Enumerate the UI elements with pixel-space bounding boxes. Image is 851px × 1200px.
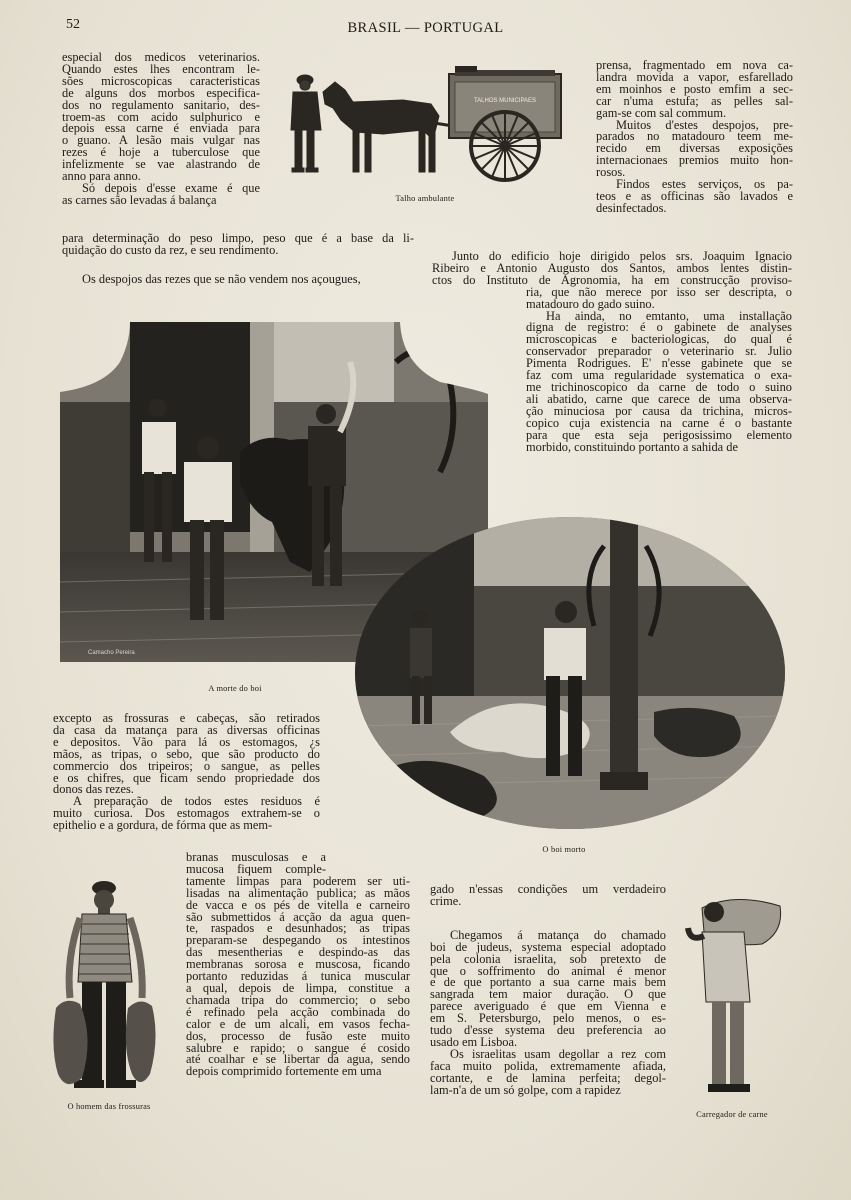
text-line: tamente limpas para poderem ser uti- — [186, 873, 410, 888]
text-line: ctos do Instituto de Agronomia, ha em construcção proviso- — [432, 272, 792, 287]
text-line: mãos, as tripas, o sebo, que são producto do — [53, 746, 320, 761]
page-number: 52 — [66, 17, 80, 32]
text-line: excepto as frossuras e cabeças, são retirados — [53, 711, 320, 725]
text-line: é refinado pela acção combinada do — [186, 1004, 410, 1019]
text-line: usado em Lisboa. — [430, 1034, 518, 1049]
column-1-mid-text — [53, 713, 320, 832]
text-line: Os israelitas usam degollar a rez com — [450, 1046, 666, 1061]
text-line: microscopicas e bacteriologicas, do qual é — [526, 332, 792, 347]
text-line: tudo d'esse systema deu preferencia ao — [430, 1023, 666, 1038]
text-line: te, raspados e desunhados; as tripas — [186, 921, 410, 936]
text-line: e os chifres, que ficam sendo propriedade dos — [53, 770, 320, 785]
text-line: epithelio e a gordura, de fórma que as mem- — [53, 818, 273, 833]
text-line: Chegamos á matança do chamado — [450, 927, 666, 942]
illustration-tripe-man — [52, 878, 162, 1094]
text-line: parados no matadouro teem me- — [596, 129, 793, 144]
text-line: infelizmente se vae alastrando de — [62, 157, 260, 172]
caption-meat-carrier: Carregador de carne — [696, 1110, 768, 1119]
text-line: parece averiguado é que em Vienna e — [430, 999, 666, 1014]
text-line: recido em diversas exposições — [596, 141, 793, 156]
photo-dead-ox — [354, 516, 786, 830]
text-line: sões microscopicas caracteristicas — [62, 73, 260, 88]
text-line: membranas sorosa e muscosa, ficando — [186, 957, 410, 972]
text-line: em moinhos e posto emfim a sec- — [596, 81, 793, 96]
text-line: depois comprimido fortemente em uma — [186, 1064, 382, 1079]
text-line: portanto reduzidas á tunica muscular — [186, 969, 410, 984]
text-line: conservador preparador o veterinario sr. Julio — [526, 344, 792, 359]
text-line: muito curiosa. Dos estomagos extrahem-se o — [53, 806, 320, 821]
text-line: landra movida a vapor, esfarellado — [596, 69, 793, 84]
caption-ox-kill: A morte do boi — [208, 684, 262, 693]
column-2-top-text — [596, 60, 793, 215]
text-line: para que esta seja perigosissimo elemento — [526, 427, 792, 442]
photo-credit: Camacho Pereira — [88, 650, 135, 656]
text-line: morbido, constituindo portanto a sahida de — [526, 439, 738, 454]
illustration-meat-carrier — [684, 892, 788, 1098]
text-line: mucosa fiquem comple- — [186, 861, 326, 876]
text-line: a qual, depois de limpa, constitue a — [186, 980, 410, 995]
text-line: depois essa carne é enviada para — [62, 121, 260, 136]
text-line: desinfectados. — [596, 200, 667, 215]
column-1-top-text-wide — [62, 230, 414, 257]
text-line: troem-as com acido sulphurico e — [62, 109, 260, 124]
text-line: especial dos medicos veterinarios. — [62, 50, 260, 64]
text-line: pela colonia israelita, sob pretexto de — [430, 951, 666, 966]
text-line: Pimenta Rodrigues. E' n'esse gabinete que se — [526, 356, 792, 371]
text-line: faca muito polida, extremamente afiada, — [430, 1058, 666, 1073]
text-line: car n'uma estufa; as pelles sal- — [596, 93, 793, 108]
text-line: copico cuja existencia na carne é o bastante — [526, 415, 792, 430]
text-line: commercio dos tripeiros; o sangue, as pelles — [53, 758, 320, 773]
text-line: rosos. — [596, 165, 626, 180]
text-line: Ha ainda, no emtanto, uma installação — [546, 308, 792, 323]
text-line: A preparação de todos estes residuos é — [73, 794, 320, 809]
text-line: ali abatido, carne que carece de uma observa- — [526, 391, 792, 406]
paragraph-line: Os despojos das rezes que se não vendem nos açougues, — [82, 272, 361, 286]
text-line: sangrada tem maior duração. O que — [430, 987, 666, 1002]
text-line: boi de judeus, systema especial adoptado — [430, 939, 666, 954]
text-line: internacionaes premios muito hon- — [596, 153, 793, 168]
text-line: Quando estes lhes encontram le- — [62, 61, 260, 76]
caption-tripe-man: O homem das frossuras — [67, 1102, 151, 1111]
text-line: e depositos. Vão para lá os estomagos, ¿s — [53, 734, 320, 749]
text-line: em S. Petersburgo, pelo menos, o es- — [430, 1011, 666, 1026]
text-line: calor e de um alcali, em vasos fecha- — [186, 1016, 410, 1031]
text-line: Ribeiro e Antonio Augusto dos Santos, ambos lentes distin- — [432, 260, 792, 275]
page-title: BRASIL — PORTUGAL — [347, 20, 504, 36]
text-line: as carnes são levadas á balança — [62, 192, 217, 207]
text-line: ria, que não merece por isso ser descripta, o — [526, 284, 792, 299]
text-line: de alguns dos morbos especifica- — [62, 85, 260, 100]
text-line: preparam-se despegando os intestinos — [186, 933, 410, 948]
column-1-bottom-text — [186, 852, 410, 1078]
text-line: ção minuciosa por causa da trichina, micros- — [526, 403, 792, 418]
text-line: lisadas na alimentação publica; as mãos — [186, 885, 410, 900]
text-line: para determinação do peso limpo, peso que é a base da li- — [62, 230, 414, 245]
text-line: cortante, e de lamina perfeita; degol- — [430, 1070, 666, 1085]
column-2-bottom-text — [430, 884, 666, 1097]
text-line: me trichinoscopico da carne de todo o suino — [526, 379, 792, 394]
text-line: anno para anno. — [62, 169, 141, 184]
text-line: salubre e rapido; o sangue é cosido — [186, 1040, 410, 1055]
text-line: matadouro do gado suino. — [526, 296, 655, 311]
text-line: gado n'essas condições um verdadeiro — [430, 882, 666, 896]
column-1-paragraph — [62, 274, 414, 286]
column-1-top-text — [62, 52, 260, 207]
text-line: até coalhar e se libertar da agua, sendo — [186, 1052, 410, 1067]
text-line: da casa da matança para as diversas officinas — [53, 722, 320, 737]
caption-cart: Talho ambulante — [395, 194, 455, 203]
text-line: de vacca e os pés de vitella e carneiro — [186, 897, 410, 912]
text-line: gam-se com sal commum. — [596, 105, 727, 120]
text-line: são submettidos á acção da agua quen- — [186, 909, 410, 924]
text-line: Junto do edificio hoje dirigido pelos srs. Joaquim Ignacio — [452, 249, 792, 263]
text-line: e de que portanto a sua carne mais bem — [430, 975, 666, 990]
text-line: dos no regulamento sanitario, des- — [62, 97, 260, 112]
text-line: digna de registro: é o gabinete de analyses — [526, 320, 792, 335]
text-line: prensa, fragmentado em nova ca- — [596, 58, 793, 72]
caption-dead-ox: O boi morto — [542, 845, 586, 854]
cart-sign: TALHOS MUNICIPAES — [473, 98, 537, 104]
text-line: Muitos d'estes despojos, pre- — [616, 117, 793, 132]
text-line: Só depois d'esse exame é que — [82, 180, 260, 195]
text-line: das mesentherias e despindo-as das — [186, 945, 410, 960]
text-line: rezes é hoje a tuberculose que — [62, 145, 260, 160]
text-line: quidação do custo da rez, e seu rendimento. — [62, 242, 279, 257]
text-line: faz com uma regularidade systematica o exa- — [526, 368, 792, 383]
cart-illustration — [283, 60, 573, 190]
text-line: Findos estes serviços, os pa- — [616, 177, 793, 192]
text-line: o guano. A lesão mais vulgar nas — [62, 133, 260, 148]
text-line: crime. — [430, 893, 462, 908]
text-line: que o soffrimento do animal é menor — [430, 963, 666, 978]
text-line: branas musculosas e a — [186, 850, 326, 864]
text-line: donos das rezes. — [53, 782, 134, 797]
text-line: dos, processo de fusão este muito — [186, 1028, 410, 1043]
text-line: teos e as officinas são lavados e — [596, 188, 793, 203]
text-line: lam-n'a de um só golpe, com a rapidez — [430, 1082, 621, 1097]
text-line: chamada tripa do commercio; o sebo — [186, 992, 410, 1007]
